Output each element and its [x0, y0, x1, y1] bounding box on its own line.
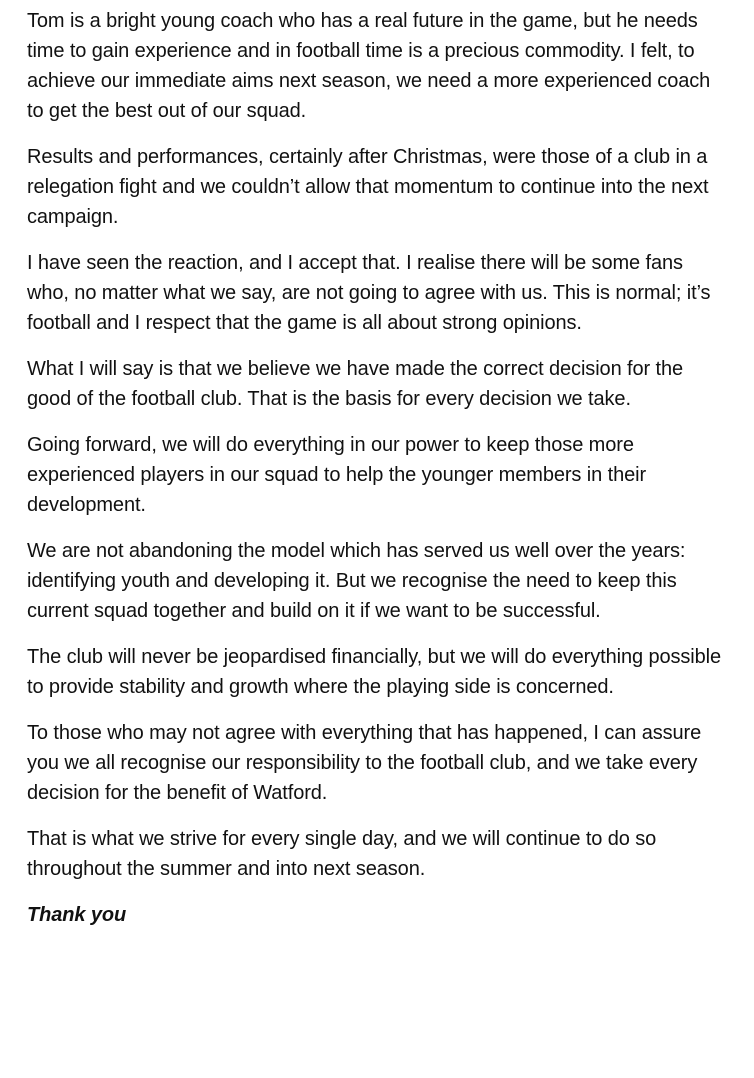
- article-paragraph: Going forward, we will do everything in our power to keep those more experienced players in our squad to help the younger members in their development.: [27, 434, 647, 516]
- article-paragraph: To those who may not agree with everything that has happened, I can assure you we all recognise our responsibility to the football club, and we take every decision for the benefit of Watford.: [27, 722, 702, 804]
- signoff: Thank you: [27, 904, 127, 926]
- article-paragraph: I have seen the reaction, and I accept that. I realise there will be some fans who, no matter what we say, are not going to agree with us. This is normal; it’s football and I respect that the game is all about strong opinions.: [27, 252, 711, 334]
- article-paragraph: Tom is a bright young coach who has a real future in the game, but he needs time to gain experience and in football time is a precious commodity. I felt, to achieve our immediate aims next season, we need a more experienced coach to get the best out of our squad.: [27, 10, 711, 122]
- article-paragraph: We are not abandoning the model which has served us well over the years: identifying youth and developing it. But we recognise the need to keep this current squad together and build on it if we want to be successful.: [27, 540, 686, 622]
- article-paragraph: Results and performances, certainly after Christmas, were those of a club in a relegation fight and we couldn’t allow that momentum to continue into the next campaign.: [27, 146, 709, 228]
- article-paragraph: What I will say is that we believe we have made the correct decision for the good of the football club. That is the basis for every decision we take.: [27, 358, 684, 410]
- article-paragraph: That is what we strive for every single day, and we will continue to do so throughout the summer and into next season.: [27, 828, 657, 880]
- article-paragraph: The club will never be jeopardised financially, but we will do everything possible to provide stability and growth where the playing side is concerned.: [27, 646, 722, 698]
- article-body: [27, 6, 727, 946]
